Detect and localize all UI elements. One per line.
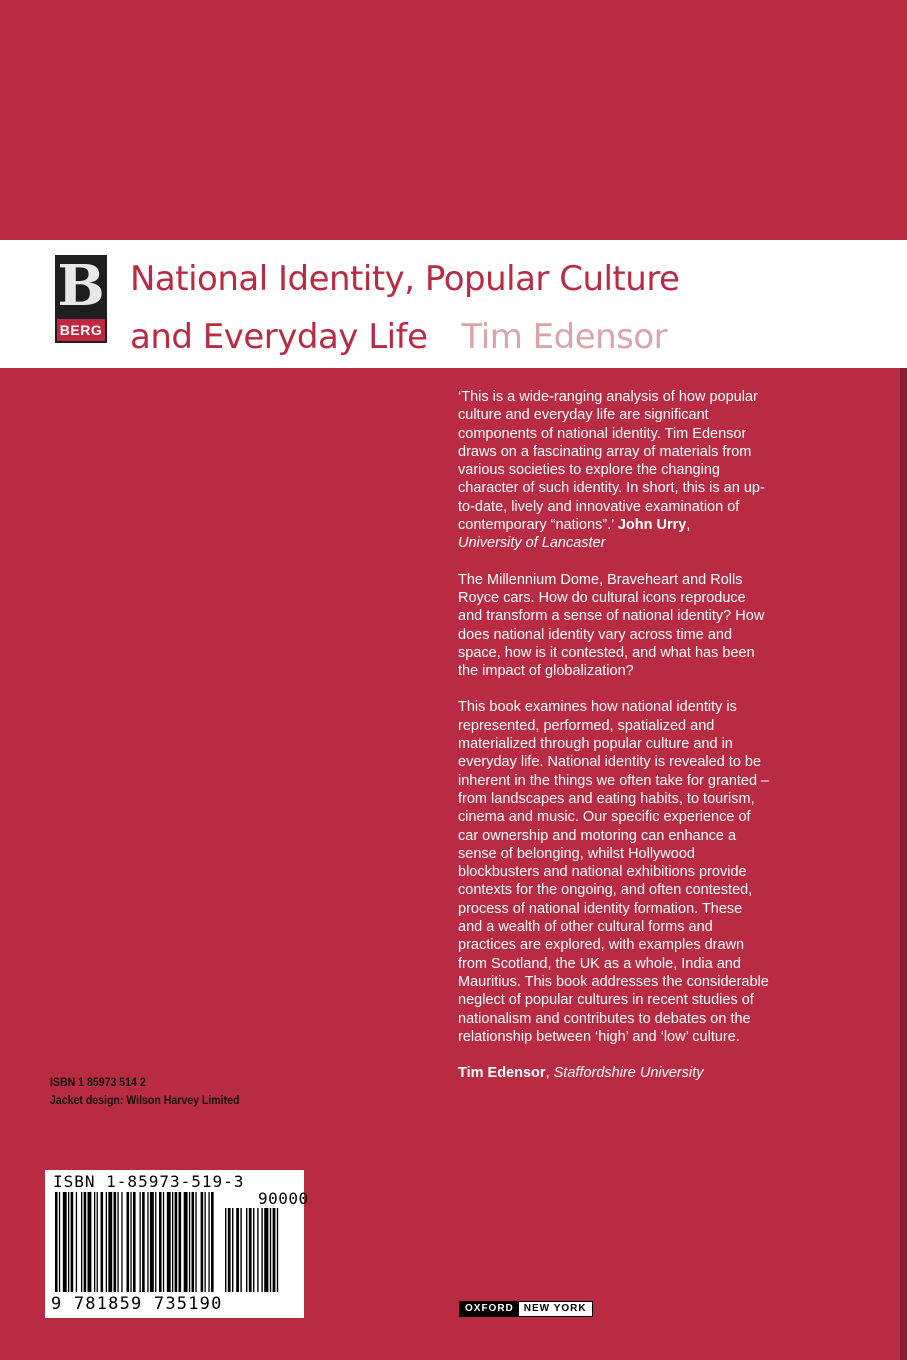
title-author: Tim Edensor [461,317,668,357]
author-name: Tim Edensor [458,1065,546,1082]
title-line-2 [130,308,770,366]
barcode-isbn: ISBN 1-85973-519-3 [53,1172,245,1191]
quote-text: ‘This is a wide-ranging analysis of how popular culture and everyday life are significant components of national identity. Tim Edensor draws on a fascinating array of materials from various societies to explore the changing character of such identity. In short, this is an up-to-date, lively and innovative examination of contemporary “nations”.’ [458,389,765,534]
logo-monogram: B [57,253,105,319]
barcode-price-code: 90000 [258,1189,309,1208]
jacket-credit: Jacket design: Wilson Harvey Limited [50,1093,240,1107]
back-cover-blurb [458,388,770,1100]
book-title [130,250,770,366]
publisher-city-new-york: NEW YORK [519,1302,592,1316]
isbn-number: ISBN 1 85973 514 2 [50,1075,146,1089]
title-line-1: National Identity, Popular Culture [130,259,680,299]
quote-affiliation: University of Lancaster [458,535,606,552]
spine-edge [900,368,907,1360]
publisher-city-oxford: OXFORD [460,1302,519,1316]
author-affiliation: Staffordshire University [553,1065,704,1082]
title-line-2-text: and Everyday Life [130,317,428,357]
description-paragraph-1: The Millennium Dome, Braveheart and Rolls Royce cars. How do cultural icons reproduce and transform a sense of national identity? How does national identity vary across time and space, how is it contested, and what has been the impact of globalization? [458,571,765,680]
isbn-block [50,1073,239,1109]
quote-author: John Urry [617,517,687,534]
barcode-digits: 9 781859 735190 [51,1294,223,1314]
barcode [45,1170,309,1318]
publisher-imprint [459,1301,593,1317]
description-paragraph-2: This book examines how national identity is represented, performed, spatialized and materialized through popular culture and in everyday life. National identity is revealed to be inherent in the things we often take for granted – from landscapes and eating habits, to tourism, cinema and music. Our specific experience of car ownership and motoring can enhance a sense of belonging, whilst Hollywood blockbusters and national exhibitions provide contexts for the ongoing, and often contested, process of national identity formation. These and a wealth of other cultural forms and practices are explored, with examples drawn from Scotland, the UK as a whole, India and Mauritius. This book addresses the considerable neglect of popular cultures in recent studies of nationalism and contributes to debates on the relationship between ‘high’ and ‘low’ culture. [458,699,770,1045]
logo-wordmark: BERG [57,319,105,341]
endorsement-quote: ‘This is a wide-ranging analysis of how popular culture and everyday life are significant components of national identity. Tim Edensor draws on a fascinating array of materials from various societies to explore the changing character of such identity. In short, this is an up-to-date, lively and innovative examination of contemporary “nations”.’ John Urry, University of Lancaster [458,389,765,552]
berg-logo [55,255,107,343]
author-credit: Tim Edensor, Staffordshire University [458,1065,704,1082]
